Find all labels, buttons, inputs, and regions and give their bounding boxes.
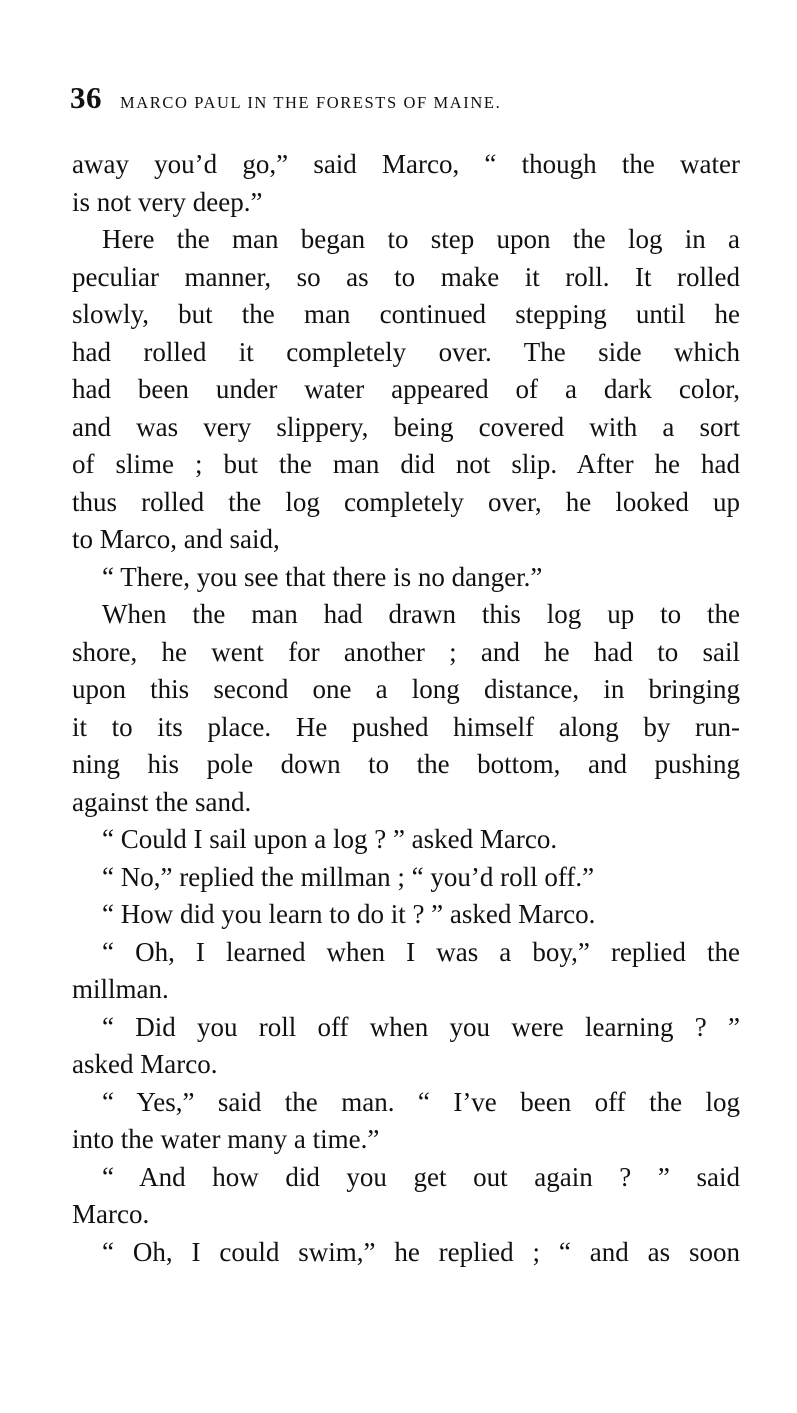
text-line: peculiar manner, so as to make it roll. It rolled [72, 261, 740, 292]
body-text [72, 146, 740, 1271]
text-line: ning his pole down to the bottom, and pushing [72, 749, 740, 779]
text-line: “ Yes,” said the man. “ I’ve been off the log [102, 1086, 740, 1117]
text-line: Here the man began to step upon the log in a [102, 224, 740, 254]
page-number: 36 [70, 80, 102, 115]
text-line: had been under water appeared of a dark color, [72, 374, 740, 404]
text-line: When the man had drawn this log up to the [102, 599, 740, 629]
text-line: into the water many a time.” [72, 1124, 380, 1154]
text-line: to Marco, and said, [72, 524, 280, 554]
text-line: “ Did you roll off when you were learning ? ” [102, 1011, 740, 1042]
text-line: “ How did you learn to do it ? ” asked Marco. [102, 899, 596, 929]
text-line: had rolled it completely over. The side which [72, 336, 740, 367]
text-line: millman. [72, 974, 169, 1004]
text-line: against the sand. [72, 786, 252, 817]
text-line: shore, he went for another ; and he had to sail [72, 636, 740, 667]
text-line: thus rolled the log completely over, he looked up [72, 486, 740, 517]
text-line: of slime ; but the man did not slip. After he had [72, 449, 740, 479]
text-line: “ There, you see that there is no danger.” [102, 561, 543, 592]
text-line: “ Oh, I learned when I was a boy,” replied the [102, 936, 740, 967]
text-line: slowly, but the man continued stepping until he [72, 299, 740, 329]
text-line: and was very slippery, being covered with a sort [72, 411, 740, 442]
text-line: “ And how did you get out again ? ” said [102, 1161, 740, 1192]
text-line: away you’d go,” said Marco, “ though the water [72, 149, 740, 179]
text-line: Marco. [72, 1199, 150, 1229]
text-line: asked Marco. [72, 1049, 218, 1079]
text-line: “ Oh, I could swim,” he replied ; “ and as soon [102, 1236, 740, 1267]
running-title: MARCO PAUL IN THE FORESTS OF MAINE. [120, 93, 502, 112]
text-line: it to its place. He pushed himself along by run- [72, 711, 740, 742]
text-line: “ No,” replied the millman ; “ you’d roll off.” [102, 861, 595, 892]
text-line: upon this second one a long distance, in bringing [72, 674, 740, 704]
text-line: is not very deep.” [72, 186, 263, 217]
running-head [70, 80, 740, 120]
text-line: “ Could I sail upon a log ? ” asked Marco. [102, 824, 558, 854]
